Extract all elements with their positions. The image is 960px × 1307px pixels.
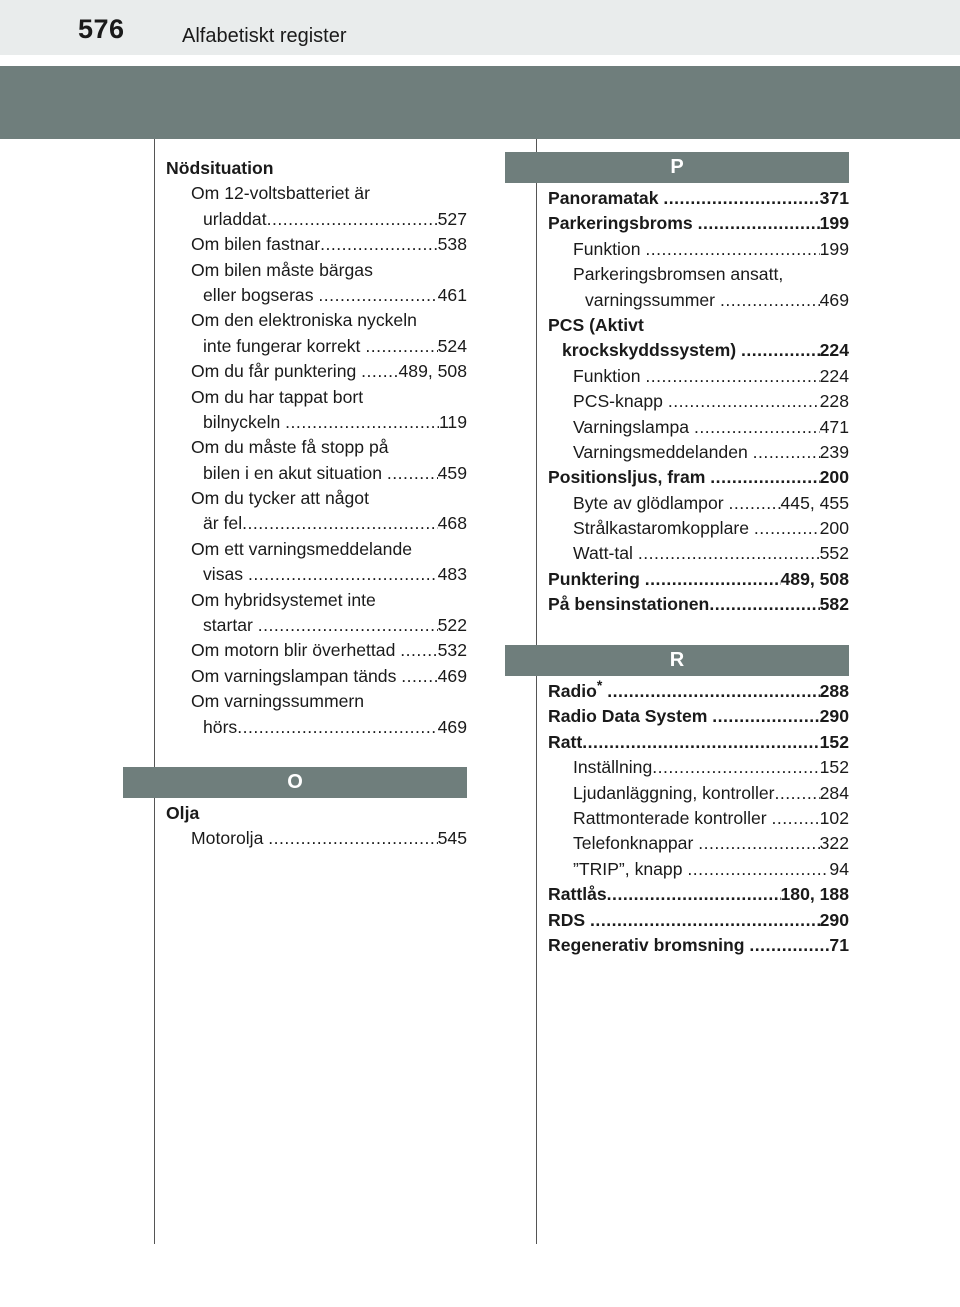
dot-leader <box>709 592 819 617</box>
dot-leader <box>248 562 438 587</box>
index-entry: bilen i en akut situation ..... 459 <box>166 461 467 486</box>
page-ref: 322 <box>819 833 849 854</box>
page-ref: 228 <box>819 391 849 412</box>
page-ref: 471 <box>819 416 849 437</box>
page-ref: 180, 188 <box>780 884 849 905</box>
footnote-asterisk: * <box>596 679 603 693</box>
page-ref: 239 <box>819 441 849 462</box>
index-entry: Ratt ..... 152 <box>548 730 849 755</box>
index-entry: Om ett varningsmeddelande <box>191 538 413 559</box>
index-entry: Om bilen måste bärgas <box>191 259 373 280</box>
index-entry: är fel ..... 468 <box>166 511 467 536</box>
dot-leader <box>237 715 437 740</box>
section-o <box>123 767 467 798</box>
page-ref: 200 <box>819 518 849 539</box>
page-ref: 489, 508 <box>780 568 849 589</box>
page-ref: 524 <box>437 335 467 356</box>
dot-leader <box>582 730 819 755</box>
dot-leader <box>645 364 819 389</box>
page-ref: 445, 455 <box>780 492 849 513</box>
section-header-p: P <box>505 152 849 183</box>
section-p <box>505 152 849 183</box>
section-r <box>505 645 849 676</box>
index-entry: bilnyckeln ..... 119 <box>166 410 467 435</box>
page-ref: 94 <box>829 858 849 879</box>
dot-leader <box>365 334 437 359</box>
index-entry: Varningsmeddelanden ..... 239 <box>548 440 849 465</box>
index-entry: Rattmonterade kontroller ..... 102 <box>548 806 849 831</box>
index-entry: Nödsituation <box>166 158 274 178</box>
page-ref: 284 <box>819 782 849 803</box>
section-header-r: R <box>505 645 849 676</box>
index-entry: Watt-tal ..... 552 <box>548 541 849 566</box>
header-band <box>0 66 960 139</box>
dot-leader <box>687 857 829 882</box>
index-entry: urladdat ..... 527 <box>166 207 467 232</box>
dot-leader <box>318 283 437 308</box>
index-entry: Radio Data System ..... 290 <box>548 704 849 729</box>
dot-leader <box>320 232 438 257</box>
dot-leader <box>645 567 781 592</box>
index-entry: Om varningssummern <box>191 691 365 712</box>
right-column-rule <box>536 139 537 1244</box>
dot-leader <box>258 613 438 638</box>
page-ref: 545 <box>437 828 467 849</box>
index-entry: PCS (Aktivt <box>548 314 644 335</box>
index-entry-radio: Radio* ..... 288 <box>548 679 849 704</box>
page-ref: 469 <box>819 289 849 310</box>
page-ref: 290 <box>819 706 849 727</box>
index-entry: Rattlås ..... 180, 188 <box>548 882 849 907</box>
page-ref: 461 <box>437 284 467 305</box>
index-entry: På bensinstationen ..... 582 <box>548 592 849 617</box>
page-ref: 489, 508 <box>398 361 467 382</box>
index-entry: ”TRIP”, knapp ..... 94 <box>548 857 849 882</box>
dot-leader <box>749 933 829 958</box>
page-ref: 582 <box>819 594 849 615</box>
index-entry: Strålkastaromkopplare ..... 200 <box>548 516 849 541</box>
page-ref: 371 <box>819 188 849 208</box>
dot-leader <box>638 541 820 566</box>
header-bar <box>0 0 960 55</box>
index-entry: PCS-knapp ..... 228 <box>548 389 849 414</box>
dot-leader <box>729 491 781 516</box>
index-entry: Parkeringsbromsen ansatt, <box>573 264 784 285</box>
dot-leader <box>663 186 819 211</box>
index-entry: Funktion ..... 199 <box>548 237 849 262</box>
dot-leader <box>242 511 438 536</box>
dot-leader <box>361 359 398 384</box>
dot-leader <box>387 461 438 486</box>
index-entry: Funktion ..... 224 <box>548 364 849 389</box>
page-ref: 71 <box>829 934 849 955</box>
index-entry: Telefonknappar ..... 322 <box>548 831 849 856</box>
page-ref: 199 <box>819 213 849 234</box>
index-entry: Ljudanläggning, kontroller ..... 284 <box>548 781 849 806</box>
page-ref: 552 <box>819 543 849 564</box>
index-entry: Parkeringsbroms ..... 199 <box>548 211 849 236</box>
page-ref: 152 <box>819 757 849 778</box>
index-list-o <box>166 801 467 852</box>
index-entry: krockskyddssystem) ..... 224 <box>548 338 849 363</box>
index-list-n <box>166 156 467 740</box>
index-entry: Om motorn blir överhettad ..... 532 <box>166 638 467 663</box>
index-entry: Om den elektroniska nyckeln <box>191 310 417 331</box>
dot-leader <box>698 831 819 856</box>
index-list-p <box>548 186 849 618</box>
index-entry: Om bilen fastnar ..... 538 <box>166 232 467 257</box>
dot-leader <box>590 908 820 933</box>
page-ref: 469 <box>437 665 467 686</box>
page-ref: 152 <box>819 731 849 752</box>
page-ref: 538 <box>437 234 467 255</box>
page-ref: 199 <box>819 238 849 259</box>
index-entry: Om 12-voltsbatteriet är <box>191 183 370 204</box>
dot-leader <box>645 237 819 262</box>
dot-leader <box>698 211 820 236</box>
index-entry: Punktering ..... 489, 508 <box>548 567 849 592</box>
dot-leader <box>268 826 437 851</box>
dot-leader <box>267 207 438 232</box>
page-ref: 224 <box>819 365 849 386</box>
index-entry: Om hybridsystemet inte <box>191 589 376 610</box>
index-entry: Om varningslampan tänds ..... 469 <box>166 664 467 689</box>
page-ref: 527 <box>437 208 467 229</box>
page-ref: 469 <box>437 716 467 737</box>
index-entry: Panoramatak ..... 371 <box>548 186 849 211</box>
index-entry: Positionsljus, fram ..... 200 <box>548 465 849 490</box>
page-ref: 200 <box>819 467 849 488</box>
index-entry: inte fungerar korrekt ..... 524 <box>166 334 467 359</box>
index-entry: hörs ..... 469 <box>166 715 467 740</box>
dot-leader <box>607 882 781 907</box>
index-entry: Olja <box>166 803 200 823</box>
dot-leader <box>652 755 819 780</box>
index-entry: startar ..... 522 <box>166 613 467 638</box>
page-ref: 522 <box>437 615 467 636</box>
page-ref: 483 <box>437 564 467 585</box>
dot-leader <box>668 389 820 414</box>
index-entry: Om du får punktering ..... 489, 508 <box>166 359 467 384</box>
index-entry: visas ..... 483 <box>166 562 467 587</box>
section-title: Alfabetiskt register <box>182 25 347 47</box>
index-entry: Regenerativ bromsning ..... 71 <box>548 933 849 958</box>
index-entry: Inställning ..... 152 <box>548 755 849 780</box>
page-ref: 119 <box>438 411 467 432</box>
dot-leader <box>754 516 820 541</box>
page-ref: 468 <box>437 513 467 534</box>
dot-leader <box>741 338 820 363</box>
left-column-rule <box>154 139 155 1244</box>
dot-leader <box>401 664 437 689</box>
page-ref: 532 <box>437 640 467 661</box>
index-entry: Byte av glödlampor ..... 445, 455 <box>548 491 849 516</box>
page-ref: 224 <box>819 340 849 361</box>
dot-leader <box>720 288 820 313</box>
index-entry: Varningslampa ..... 471 <box>548 415 849 440</box>
index-entry: Om du måste få stopp på <box>191 437 389 458</box>
page-ref: 459 <box>437 462 467 483</box>
index-entry: Om du har tappat bort <box>191 386 364 407</box>
page-ref: 102 <box>819 807 849 828</box>
index-list-r <box>548 679 849 958</box>
section-header-o: O <box>123 767 467 798</box>
dot-leader <box>694 415 820 440</box>
dot-leader <box>753 440 820 465</box>
index-entry: RDS ..... 290 <box>548 908 849 933</box>
dot-leader <box>712 704 819 729</box>
dot-leader <box>400 638 437 663</box>
page-ref: 290 <box>819 909 849 930</box>
dot-leader <box>710 465 819 490</box>
dot-leader <box>285 410 439 435</box>
index-entry: varningssummer ..... 469 <box>548 288 849 313</box>
dot-leader <box>772 806 820 831</box>
index-entry: Motorolja ..... 545 <box>166 826 467 851</box>
page-number: 576 <box>78 14 125 44</box>
index-entry: eller bogseras ..... 461 <box>166 283 467 308</box>
dot-leader <box>775 781 820 806</box>
index-entry: Om du tycker att något <box>191 488 369 509</box>
